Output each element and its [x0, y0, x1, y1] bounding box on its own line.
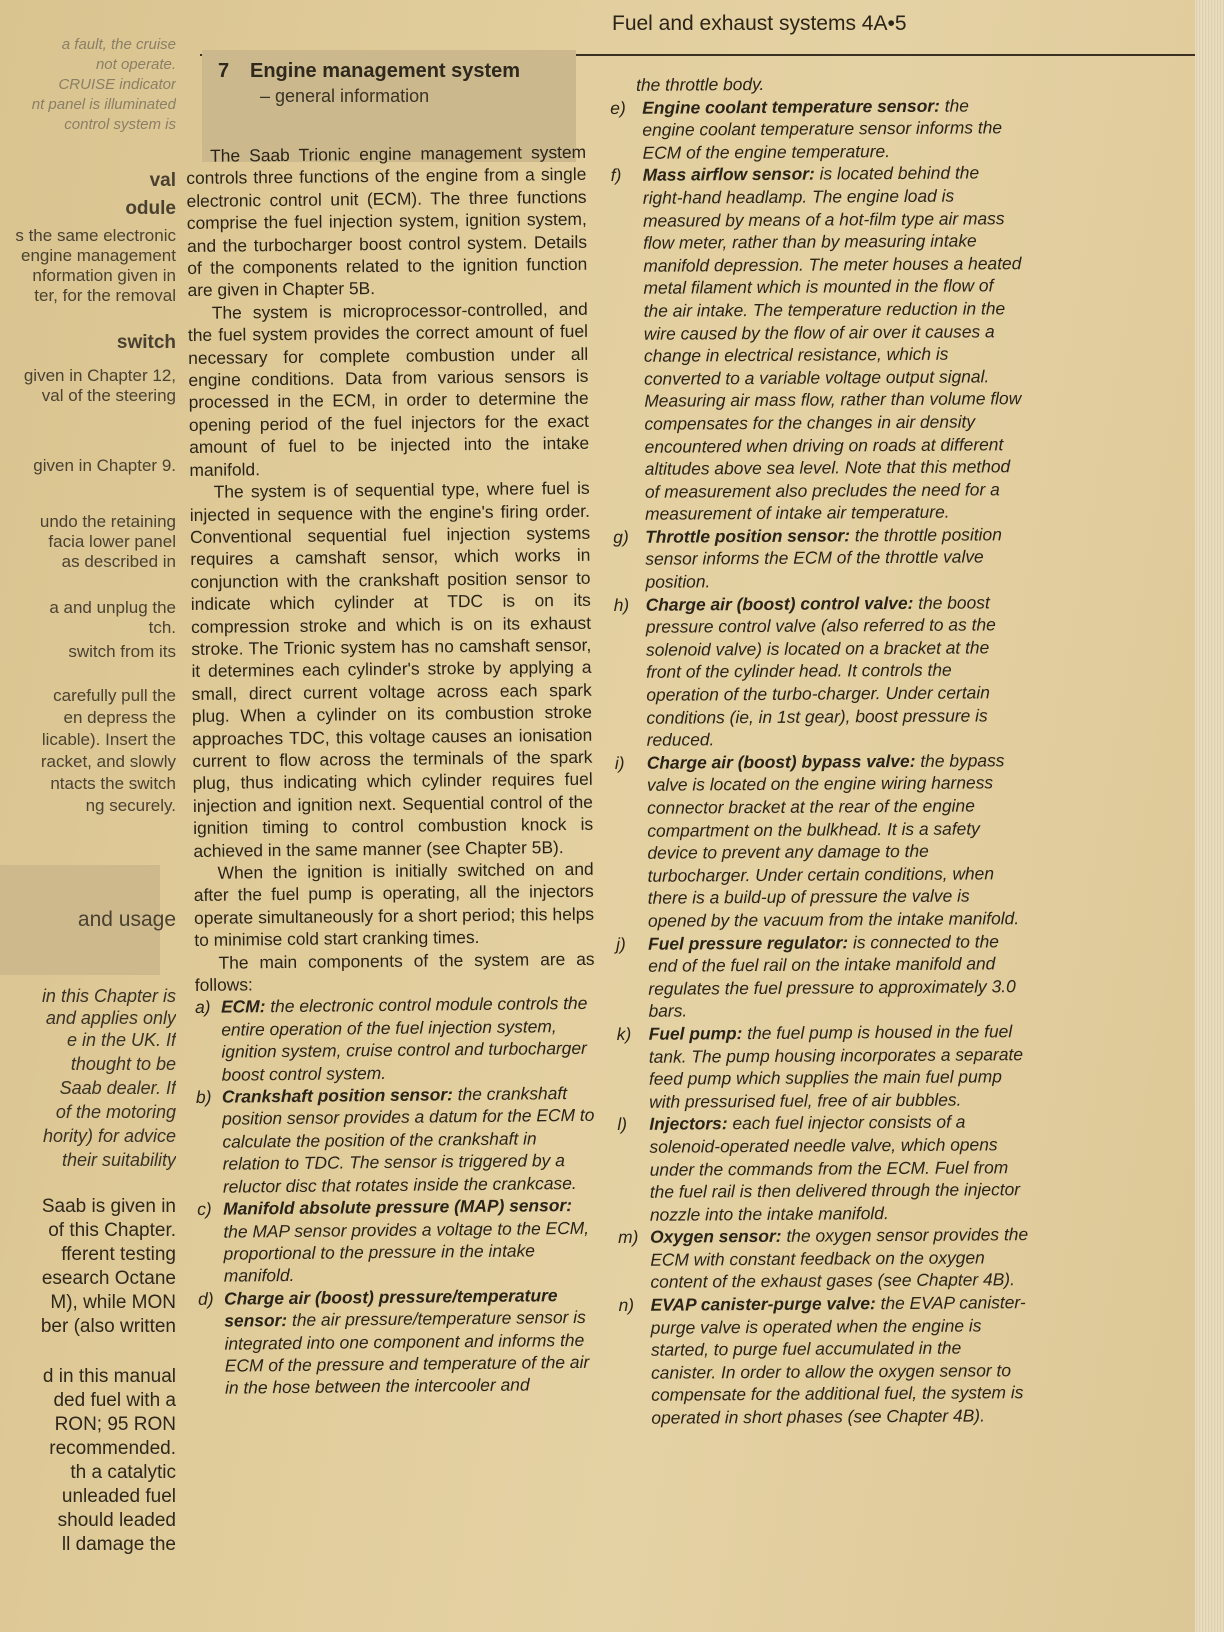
- left-fragment-line: recommended.: [49, 1438, 176, 1459]
- component-item: [197, 1194, 598, 1288]
- left-fragment-line: carefully pull the: [53, 686, 176, 705]
- item-label: b): [195, 1086, 212, 1108]
- item-text: the air pressure/temperature sensor is integrated into one component and informs the ECM of the pressure and temperature of the air in the hose between the intercooler and: [224, 1307, 590, 1399]
- item-label: c): [197, 1198, 212, 1220]
- item-term: EVAP canister-purge valve:: [650, 1293, 876, 1315]
- left-fragment-line: of this Chapter.: [48, 1220, 176, 1241]
- left-fragment-line: ber (also written: [40, 1316, 176, 1337]
- item-label: g): [613, 526, 629, 547]
- item-term: Throttle position sensor:: [645, 525, 851, 547]
- item-label: l): [617, 1114, 628, 1135]
- item-text: the oxygen sensor provides the ECM with constant feedback on the oxygen content of the exhaust gases (see Chapter 4B).: [650, 1224, 1029, 1293]
- component-item: [610, 94, 1020, 165]
- left-fragment-line: switch: [116, 332, 176, 353]
- left-fragment-line: in this Chapter is: [41, 986, 176, 1006]
- component-item: [619, 1291, 1030, 1429]
- left-fragment-line: fferent testing: [61, 1244, 176, 1265]
- item-text: the electronic control module controls the entire operation of the fuel injection system, ignition system, cruise control and turbocharger boost control system.: [221, 993, 588, 1085]
- middle-column: [186, 141, 599, 1400]
- body-paragraph: The main components of the system are as follows:: [194, 948, 595, 995]
- left-fragment-line: nt panel is illuminated: [31, 96, 176, 113]
- component-item: [614, 591, 1025, 752]
- item-text: the crankshaft position sensor provides a datum for the ECM to calculate the position of the crankshaft in relation to TDC. The sensor is triggered by a reluctor disc that rotates inside the crankcase.: [222, 1083, 595, 1197]
- left-fragment-line: val: [149, 170, 176, 191]
- left-fragment-line: a and unplug the: [49, 598, 176, 617]
- left-fragment-line: ntacts the switch: [50, 774, 176, 793]
- item-term: Charge air (boost) bypass valve:: [646, 750, 916, 773]
- left-fragment-line: tch.: [148, 618, 176, 637]
- running-header: Fuel and exhaust systems 4A•5: [612, 12, 907, 35]
- section-subtitle: – general information: [260, 86, 430, 106]
- left-fragment-line: RON; 95 RON: [54, 1414, 176, 1435]
- left-fragment-line: switch from its: [68, 642, 176, 661]
- body-paragraph: When the ignition is initially switched on and after the fuel pump is operating, all the injectors operate simultaneously for a short period; this helps to minimise cold start cranking times.: [193, 858, 595, 951]
- body-paragraph: The system is microprocessor-controlled, and the fuel system provides the correct amount of fuel necessary for complete combustion under all engine conditions. Data from various sensors is processed in the ECM, in order to determine the opening period of the fuel injectors for the exact amount of fuel to be injected into the intake manifold.: [187, 298, 590, 480]
- item-label: f): [610, 165, 622, 186]
- left-fragment-line: undo the retaining: [39, 512, 176, 531]
- left-fragment-line: engine management: [20, 246, 176, 265]
- component-item: [611, 162, 1024, 526]
- left-fragment-line: thought to be: [70, 1054, 176, 1074]
- item-text: the fuel pump is housed in the fuel tank. The pump housing incorporates a separate feed pump which supplies the main fuel pump with pressurised fuel, free of air bubbles.: [648, 1021, 1024, 1112]
- left-fragment-line: given in Chapter 9.: [33, 456, 176, 475]
- item-text: is located behind the right-hand headlamp. The engine load is measured by means of a hot-film type air mass flow meter, rather than by measuring intake manifold depression. The meter houses a heated metal filament which is mounted in the flow of the air intake. The temperature reduction in the wire caused by the flow of air over it causes a change in electrical resistance, which is converted to a variable voltage output signal. Measuring air mass flow, rather than volume flow compensates for the changes in air density encountered when driving on roads at different altitudes above sea level. Note that this method of measurement also precludes the need for a measurement of intake air temperature.: [642, 162, 1022, 525]
- left-fragment-line: M), while MON: [50, 1292, 176, 1313]
- item-term: Engine coolant temperature sensor:: [642, 95, 940, 118]
- left-fragment-line: ll damage the: [61, 1534, 176, 1555]
- left-fragment-line: as described in: [61, 552, 176, 571]
- left-fragment-line: of the motoring: [55, 1102, 176, 1122]
- item-label: i): [614, 752, 625, 773]
- item-label: a): [194, 997, 211, 1018]
- component-item: [616, 930, 1027, 1023]
- left-fragment-line: and usage: [77, 908, 176, 931]
- left-fragment-line: and applies only: [45, 1008, 176, 1028]
- section-number: 7: [218, 60, 230, 82]
- list-continuation: the throttle body.: [636, 73, 765, 95]
- component-item: [196, 1082, 597, 1198]
- item-term: Mass airflow sensor:: [642, 163, 815, 186]
- body-paragraphs: [186, 141, 595, 997]
- left-fragment-line: not operate.: [95, 56, 176, 73]
- left-fragment-line: ng securely.: [85, 796, 176, 815]
- left-fragment-line: s the same electronic: [15, 226, 176, 245]
- item-term: Crankshaft position sensor:: [221, 1084, 454, 1107]
- item-label: e): [610, 97, 626, 118]
- item-text: is connected to the end of the fuel rail on the intake manifold and regulates the fuel pressure to approximately 3.0 bars.: [648, 930, 1016, 1022]
- left-fragment-line: Saab is given in: [41, 1196, 176, 1217]
- component-item: [613, 523, 1023, 594]
- left-fragment-line: control system is: [64, 116, 176, 133]
- left-fragment-line: Saab dealer. If: [59, 1078, 176, 1098]
- item-term: Oxygen sensor:: [650, 1226, 782, 1248]
- body-paragraph: The Saab Trionic engine management system controls three functions of the engine from a single electronic control unit (ECM). The three functions comprise the fuel injection system, ignition system, and the turbocharger boost control system. Details of the components related to the ignition function are given in Chapter 5B.: [186, 141, 588, 301]
- component-item: [618, 1223, 1028, 1294]
- item-term: Fuel pressure regulator:: [648, 931, 849, 954]
- left-fragment-line: ded fuel with a: [53, 1390, 176, 1411]
- item-label: d): [197, 1288, 214, 1309]
- component-item: [617, 1110, 1028, 1226]
- item-term: ECM:: [220, 996, 266, 1018]
- item-text: the MAP sensor provides a voltage to the ECM, proportional to the pressure in the intake manifold.: [223, 1217, 590, 1286]
- left-fragment-line: should leaded: [57, 1510, 176, 1531]
- left-fragment-line: given in Chapter 12,: [23, 366, 176, 385]
- left-fragment-line: e in the UK. If: [66, 1030, 176, 1050]
- left-fragment-line: unleaded fuel: [61, 1486, 176, 1507]
- left-fragment-line: CRUISE indicator: [58, 76, 176, 93]
- item-text: the boost pressure control valve (also referred to as the solenoid valve) is located on a bracket at the front of the cylinder head. It controls the operation of the turbo-charger. Under certain conditions (ie, in 1st gear), boost pressure is reduced.: [645, 592, 996, 750]
- left-fragment-line: licable). Insert the: [41, 730, 176, 749]
- item-term: Manifold absolute pressure (MAP) sensor:: [223, 1195, 573, 1219]
- page-edge: [1195, 0, 1224, 1632]
- item-label: h): [613, 594, 630, 615]
- item-term: Fuel pump:: [648, 1023, 743, 1044]
- body-paragraph: The system is of sequential type, where fuel is injected in sequence with the engine's firing order. Conventional sequential fuel injection systems requires a camshaft sensor, which works in conjunction with the crankshaft position sensor to indicate which cylinder at TDC is on its compression stroke and which is on its exhaust stroke. The Trionic system has no camshaft sensor, it determines each cylinder's stroke by applying a small, direct current voltage across each spark plug. When a cylinder on its combustion stroke approaches TDC, this voltage causes an ionisation current to flow across the terminals of the spark plug, thus indicating which cylinder requires fuel injection and ignition next. Sequential control of the ignition timing to control combustion knock is achieved in the same manner (see Chapter 5B).: [189, 477, 594, 861]
- item-text: the engine coolant temperature sensor informs the ECM of the engine temperature.: [642, 95, 1003, 163]
- left-fragment-line: th a catalytic: [70, 1462, 176, 1483]
- item-text: each fuel injector consists of a solenoid-operated needle valve, which opens under the commands from the ECM. Fuel from the fuel rail is then delivered through the injector nozzle into the intake manifold.: [649, 1111, 1021, 1225]
- item-text: the EVAP canister-purge valve is operated when the engine is started, to purge fuel accumulated in the canister. In order to allow the oxygen sensor to compensate for the additional fuel, the system is operated in short phases (see Chapter 4B).: [650, 1292, 1026, 1428]
- item-term: Injectors:: [649, 1113, 728, 1135]
- section-title: Engine management system: [250, 60, 521, 82]
- item-label: k): [616, 1023, 632, 1044]
- left-fragment-line: hority) for advice: [42, 1126, 176, 1146]
- item-text: the throttle position sensor informs the ECM of the throttle valve position.: [645, 524, 1002, 592]
- left-fragment-line: facia lower panel: [48, 532, 176, 551]
- left-fragment-line: val of the steering: [41, 386, 176, 405]
- item-text: the bypass valve is located on the engine wiring harness connector bracket at the rear of the engine compartment on the bulkhead. It is a safety device to prevent any damage to the turbocharger. Under certain conditions, when there is a build-up of pressure the valve is opened by the vacuum from the intake manifold.: [646, 750, 1020, 931]
- left-fragment-line: d in this manual: [42, 1366, 176, 1387]
- components-list-left: [195, 992, 599, 1399]
- item-term: Charge air (boost) control valve:: [645, 592, 914, 615]
- component-item: [615, 749, 1026, 933]
- item-term: Charge air (boost) pressure/temperature sensor:: [223, 1284, 558, 1331]
- component-item: [195, 992, 596, 1086]
- components-list-right: [610, 94, 1029, 1430]
- left-fragment-line: a fault, the cruise: [61, 36, 176, 53]
- left-fragment-line: ter, for the removal: [34, 286, 176, 305]
- component-item: [617, 1020, 1028, 1113]
- left-fragment-line: their suitability: [61, 1150, 176, 1170]
- left-fragment-line: racket, and slowly: [40, 752, 176, 771]
- left-fragment-line: en depress the: [63, 708, 176, 727]
- left-fragment-line: esearch Octane: [41, 1268, 176, 1289]
- item-label: j): [616, 933, 626, 954]
- left-fragment-line: nformation given in: [32, 266, 176, 285]
- item-label: m): [618, 1227, 639, 1248]
- component-item: [198, 1283, 599, 1399]
- item-label: n): [618, 1294, 635, 1316]
- right-column: [610, 71, 1029, 1429]
- left-fragment-line: odule: [125, 198, 176, 219]
